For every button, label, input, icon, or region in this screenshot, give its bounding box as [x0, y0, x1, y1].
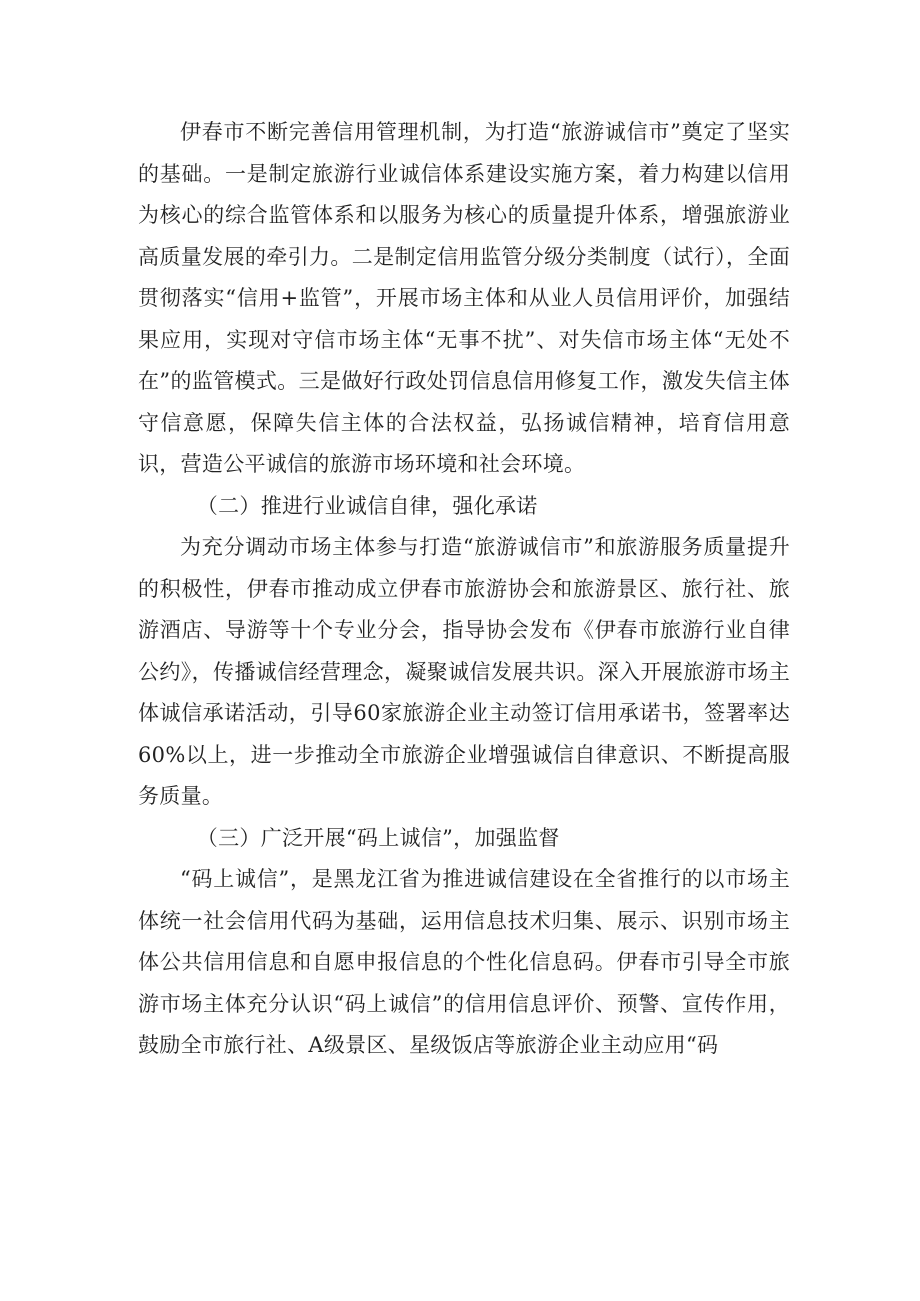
section-heading-self-discipline: （二）推进行业诚信自律，强化承诺 [196, 493, 538, 518]
paragraph-self-discipline: 为充分调动市场主体参与打造“旅游诚信市”和旅游服务质量提升的积极性，伊春市推动成立伊春市旅游协会和旅游景区、旅行社、旅游酒店、导游等十个专业分会，指导协会发布《伊春市旅游行业自律公约》，传播诚信经营理念，凝聚诚信发展共识。深入开展旅游市场主体诚信承诺活动，引导60家旅游企业主动签订信用承诺书，签署率达60%以上，进一步推动全市旅游企业增强诚信自律意识、不断提高服务质量。 [138, 535, 790, 808]
paragraph-code-credit: “码上诚信”，是黑龙江省为推进诚信建设在全省推行的以市场主体统一社会信用代码为基础，运用信息技术归集、展示、识别市场主体公共信用信息和自愿申报信息的个性化信息码。伊春市引导全市旅游市场主体充分认识“码上诚信”的信用信息评价、预警、宣传作用，鼓励全市旅行社、A级景区、星级饭店等旅游企业主动应用“码 [138, 867, 790, 1057]
paragraph-credit-mechanism: 伊春市不断完善信用管理机制，为打造“旅游诚信市”奠定了坚实的基础。一是制定旅游行业诚信体系建设实施方案，着力构建以信用为核心的综合监管体系和以服务为核心的质量提升体系，增强旅游业高质量发展的牵引力。二是制定信用监管分级分类制度（试行），全面贯彻落实“信用+监管”，开展市场主体和从业人员信用评价，加强结果应用，实现对守信市场主体“无事不扰”、对失信市场主体“无处不在”的监管模式。三是做好行政处罚信息信用修复工作，激发失信主体守信意愿，保障失信主体的合法权益，弘扬诚信精神，培育信用意识，营造公平诚信的旅游市场环境和社会环境。 [138, 120, 790, 476]
document-body [138, 112, 790, 1067]
section-heading-code-credit: （三）广泛开展“码上诚信”，加强监督 [196, 825, 560, 850]
